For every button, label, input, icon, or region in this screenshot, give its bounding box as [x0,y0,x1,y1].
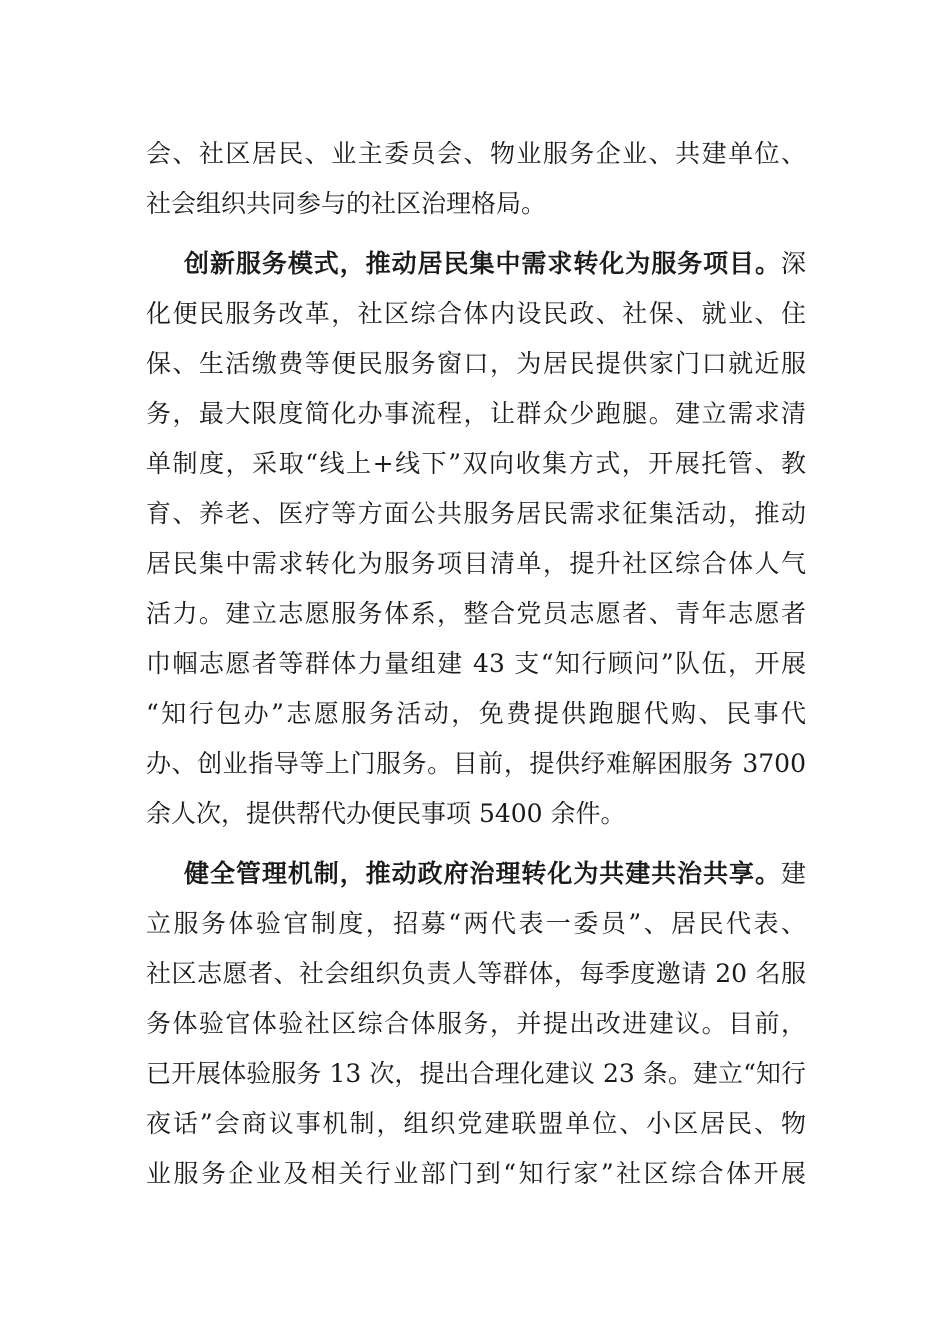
paragraph-first-line [184,854,806,894]
text-fragment: 深 [780,249,806,278]
text-line: 余人次，提供帮代办便民事项 5400 余件。 [146,799,626,828]
text-line: 会、社区居民、业主委员会、物业服务企业、共建单位、 [146,139,806,168]
text-line: 业服务企业及相关行业部门到“知行家”社区综合体开展 [146,1159,806,1188]
paragraph-first-line [184,244,806,284]
text-line: 务，最大限度简化办事流程，让群众少跑腿。建立需求清 [146,399,806,428]
text-line: 单制度，采取“线上+线下”双向收集方式，开展托管、教 [146,449,806,478]
text-line: 化便民服务改革，社区综合体内设民政、社保、就业、住 [146,299,806,328]
text-line: 保、生活缴费等便民服务窗口，为居民提供家门口就近服 [146,349,806,378]
text-line: “知行包办”志愿服务活动，免费提供跑腿代购、民事代 [146,699,806,728]
text-line: 办、创业指导等上门服务。目前，提供纾难解困服务 3700 [146,749,806,778]
text-line: 社区志愿者、社会组织负责人等群体，每季度邀请 20 名服 [146,959,806,988]
text-line: 务体验官体验社区综合体服务，并提出改进建议。目前， [146,1009,806,1038]
text-line: 立服务体验官制度，招募“两代表一委员”、居民代表、 [146,909,806,938]
text-line: 夜话”会商议事机制，组织党建联盟单位、小区居民、物 [146,1109,806,1138]
text-line: 居民集中需求转化为服务项目清单，提升社区综合体人气 [146,549,806,578]
paragraph-lead-heading: 创新服务模式，推动居民集中需求转化为服务项目。 [184,249,781,278]
text-line: 育、养老、医疗等方面公共服务居民需求征集活动，推动 [146,499,806,528]
text-line: 巾帼志愿者等群体力量组建 43 支“知行顾问”队伍，开展 [146,649,806,678]
text-line: 社会组织共同参与的社区治理格局。 [146,189,547,218]
text-fragment: 建 [780,859,806,888]
paragraph-lead-heading: 健全管理机制，推动政府治理转化为共建共治共享。 [184,859,781,888]
text-line: 活力。建立志愿服务体系，整合党员志愿者、青年志愿者 [146,599,806,628]
text-line: 已开展体验服务 13 次，提出合理化建议 23 条。建立“知行 [146,1059,806,1088]
